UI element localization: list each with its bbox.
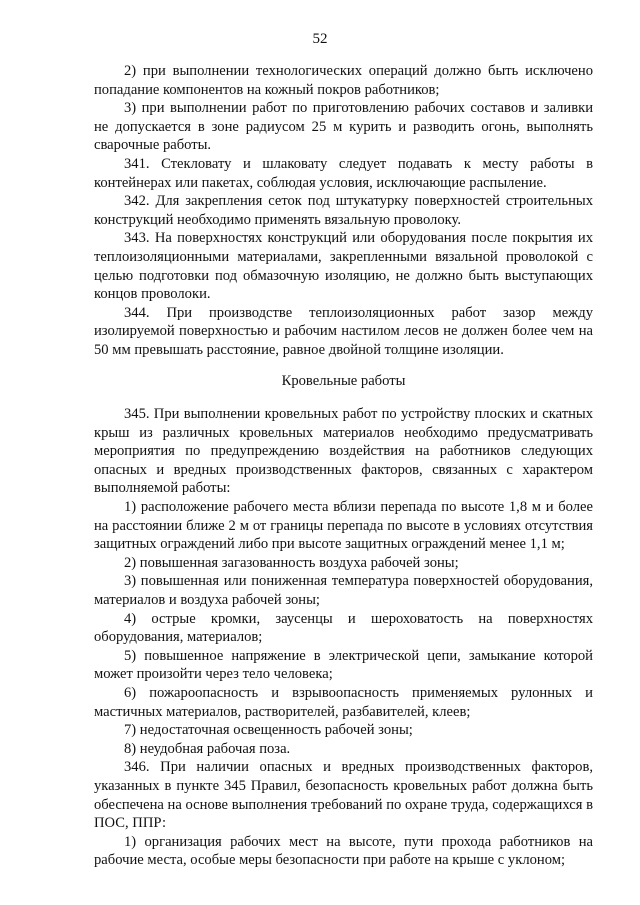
list-item: 1) организация рабочих мест на высоте, пути прохода работников на рабочие места, особые меры безопасности при работе на крыше с уклоном;	[94, 833, 593, 869]
section-heading: Кровельные работы	[281, 372, 406, 389]
paragraph: 3) при выполнении работ по приготовлению рабочих составов и заливки не допускается в зоне радиусом 25 м курить и разводить огонь, выполнять сварочные работы.	[94, 100, 593, 154]
section-roofing	[94, 405, 593, 870]
paragraph: 344. При производстве теплоизоляционных работ зазор между изолируемой поверхностью и рабочим настилом лесов не должен более чем на 50 мм превышать расстояние, равное двойной толщине изоляции.	[94, 304, 593, 358]
paragraph: 341. Стекловату и шлаковату следует подавать к месту работы в контейнерах или пакетах, соблюдая условия, исключающие распыление.	[94, 155, 593, 191]
paragraph: 2) при выполнении технологических операций должно быть исключено попадание компонентов на кожный покров работников;	[94, 63, 593, 98]
page-number: 52	[312, 31, 328, 47]
paragraph: 342. Для закрепления сеток под штукатурку поверхностей строительных конструкций необходимо применять вязальную проволоку.	[94, 193, 593, 228]
list-item: 1) расположение рабочего места вблизи перепада по высоте 1,8 м и более на расстоянии ближе 2 м от границы перепада по высоте в условиях отсутствия защитных ограждений либо при высоте защитных ограждений менее 1,1 м;	[94, 499, 593, 553]
paragraph: 345. При выполнении кровельных работ по устройству плоских и скатных крыш из различных кровельных материалов необходимо предусматривать мероприятия по предупреждению воздействия на работников следующих опасных и вредных производственных факторов, связанных с характером выполняемой работы:	[94, 406, 593, 497]
section-thermal-insulation	[94, 62, 593, 360]
list-item: 2) повышенная загазованность воздуха рабочей зоны;	[124, 554, 459, 571]
list-item: 5) повышенное напряжение в электрической цепи, замыкание которой может произойти через тело человека;	[94, 647, 593, 683]
document-body	[94, 62, 593, 870]
list-item: 6) пожароопасность и взрывоопасность применяемых рулонных и мастичных материалов, растворителей, разбавителей, клеев;	[94, 685, 593, 720]
list-item: 7) недостаточная освещенность рабочей зоны;	[124, 722, 413, 739]
paragraph: 346. При наличии опасных и вредных производственных факторов, указанных в пункте 345 Правил, безопасность кровельных работ должна быть обеспечена на основе выполнения требований по охране труда, содержащихся в ПОС, ППР:	[94, 759, 593, 832]
list-item: 3) повышенная или пониженная температура поверхностей оборудования, материалов и воздуха рабочей зоны;	[94, 573, 593, 609]
list-item: 8) неудобная рабочая поза.	[124, 740, 291, 757]
paragraph: 343. На поверхностях конструкций или оборудования после покрытия их теплоизоляционными материалами, закрепленными вязальной проволокой с целью подготовки под обмазочную изоляцию, не должно быть выступающих концов проволоки.	[94, 230, 593, 303]
list-item: 4) острые кромки, заусенцы и шероховатость на поверхностях оборудования, материалов;	[94, 610, 593, 646]
